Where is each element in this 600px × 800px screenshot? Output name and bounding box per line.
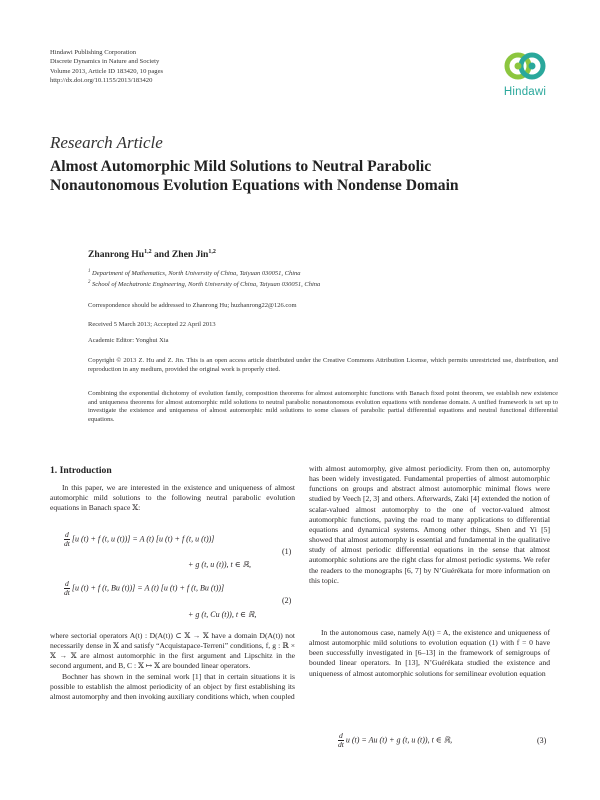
equation-2-number: (2) [282,596,292,605]
dates: Received 5 March 2013; Accepted 22 April 2013 [88,321,216,328]
paper-title: Almost Automorphic Mild Solutions to Neutral Parabolic Nonautonomous Evolution Equations with Nondense Domain [50,158,459,194]
affiliation-2: $^2$ School of Mechatronic Engineering, North University of China, Taiyuan 030051, China [88,279,321,288]
hindawi-logo-icon [496,44,554,108]
author-2: Zhen Jin [171,249,209,261]
logo-text: Hindawi [503,86,547,98]
left-column-body [50,631,295,702]
paragraph: Bochner has shown in the seminal work [1] that in certain situations it is possible to establish the almost periodicity of an object by first establishing its almost automorphy and then invoking auxiliary conditions which, when coupled [50,671,295,701]
abstract: Combining the exponential dichotomy of evolution family, composition theorems for almost automorphic functions with Banach fixed point theorem, we establish new existence and uniqueness theorems for almost automorphic mild solutions to neutral parabolic nonautonomous evolution equations with nondense domain. A unified framework is set up to investigate the existence and uniqueness of almost automorphic mild solutions to some classes of parabolic partial differential equations and neutral functional differential equations. [88,390,558,423]
affiliations [88,268,558,290]
author-1-affil: 1,2 [144,249,152,255]
left-column-intro [50,483,295,513]
doi-link[interactable]: http://dx.doi.org/10.1155/2013/183420 [50,76,153,84]
section-heading: 1. Introduction [50,465,112,476]
paragraph: In the autonomous case, namely A(t) = A, the existence and uniqueness of almost automorphic mild solutions to evolution equation (1) with f = 0 have been successfully investigated in [6–13] in the framework of semigroups of bounded linear operators. In [13], N’Guérékata studied the existence and uniqueness of almost automorphic solutions for semilinear evolution equation [309,628,550,678]
paragraph: where sectorial operators A(t) : D(A(t)) ⊂ 𝕏 → 𝕏 have a domain D(A(t)) not necessarily dense in 𝕏 and satisfy “Acquistapace-Terreni” conditions, f, g : ℝ × 𝕏 → 𝕏 are almost automorphic in the first argument and Lipschitz in the second argument, and B, C : 𝕏 ↦ 𝕏 are bounded linear operators. [50,631,295,671]
journal-name: Discrete Dynamics in Nature and Society [50,58,160,66]
author-2-affil: 1,2 [208,249,216,255]
journal-info [50,48,163,85]
copyright: Copyright © 2013 Z. Hu and Z. Jin. This is an open access article distributed under the Creative Commons Attribution License, which permits unrestricted use, distribution, and reproduction in any medium, provided the original work is properly cited. [88,357,558,373]
equation-2-bottom: + g (t, Cu (t)), t ∈ ℝ, [188,610,257,619]
publisher: Hindawi Publishing Corporation [50,49,137,56]
paragraph: In this paper, we are interested in the existence and uniqueness of almost automorphic mild solutions to the following neutral parabolic evolution equations in Banach space 𝕏: [50,483,295,513]
equation-1-number: (1) [282,547,292,556]
correspondence: Correspondence should be addressed to Zhanrong Hu; huzhanrong22@126.com [88,302,297,309]
authors [88,249,216,260]
equation-1-top: $\frac{d}{dt}$ [u (t) + f (t, u (t))] = A (t) [u (t) + f (t, u (t))] [64,530,215,548]
right-column-body-2 [309,628,550,679]
equation-1-bottom: + g (t, u (t)), t ∈ ℝ, [188,560,251,569]
paragraph: with almost automorphy, give almost periodicity. From then on, automorphy has been widely investigated. Fundamental properties of almost automorphic functions on groups and abstract almost automorphic minimal flows were studied by Veech [2, 3] and others. Afterwards, Zaki [4] extended the notion of scalar-valued almost automorphy to the one of vector-valued almost automorphic functions, paving the road to many applications to differential equations and dynamical systems. Among other things, Shen and Yi [5] showed that almost automorphy is essential and fundamental in the qualitative study of almost periodic differential equations in the sense that almost automorphic solutions are the right class for almost periodic systems. We refer the readers to the monographs [6, 7] by N’Guérékata for more information on this topic. [309,464,550,585]
article-type: Research Article [50,133,163,152]
derivative-operator: $\frac{d}{dt}$ [64,579,70,597]
equation-3: $\frac{d}{dt}$ u (t) = Au (t) + g (t, u (t)), t ∈ ℝ, [338,731,453,749]
equation-2-top: $\frac{d}{dt}$ [u (t) + f (t, Bu (t))] = A (t) [u (t) + f (t, Bu (t))] [64,579,225,597]
derivative-operator: $\frac{d}{dt}$ [64,530,70,548]
affiliation-1: $^1$ Department of Mathematics, North University of China, Taiyuan 030051, China [88,269,301,278]
equation-3-number: (3) [537,736,547,745]
author-1: Zhanrong Hu [88,249,145,261]
derivative-operator: $\frac{d}{dt}$ [338,731,344,749]
volume-info: Volume 2013, Article ID 183420, 10 pages [50,67,164,75]
right-column-body [309,464,550,586]
academic-editor: Academic Editor: Yonghui Xia [88,337,169,344]
authors-and: and [153,249,170,261]
